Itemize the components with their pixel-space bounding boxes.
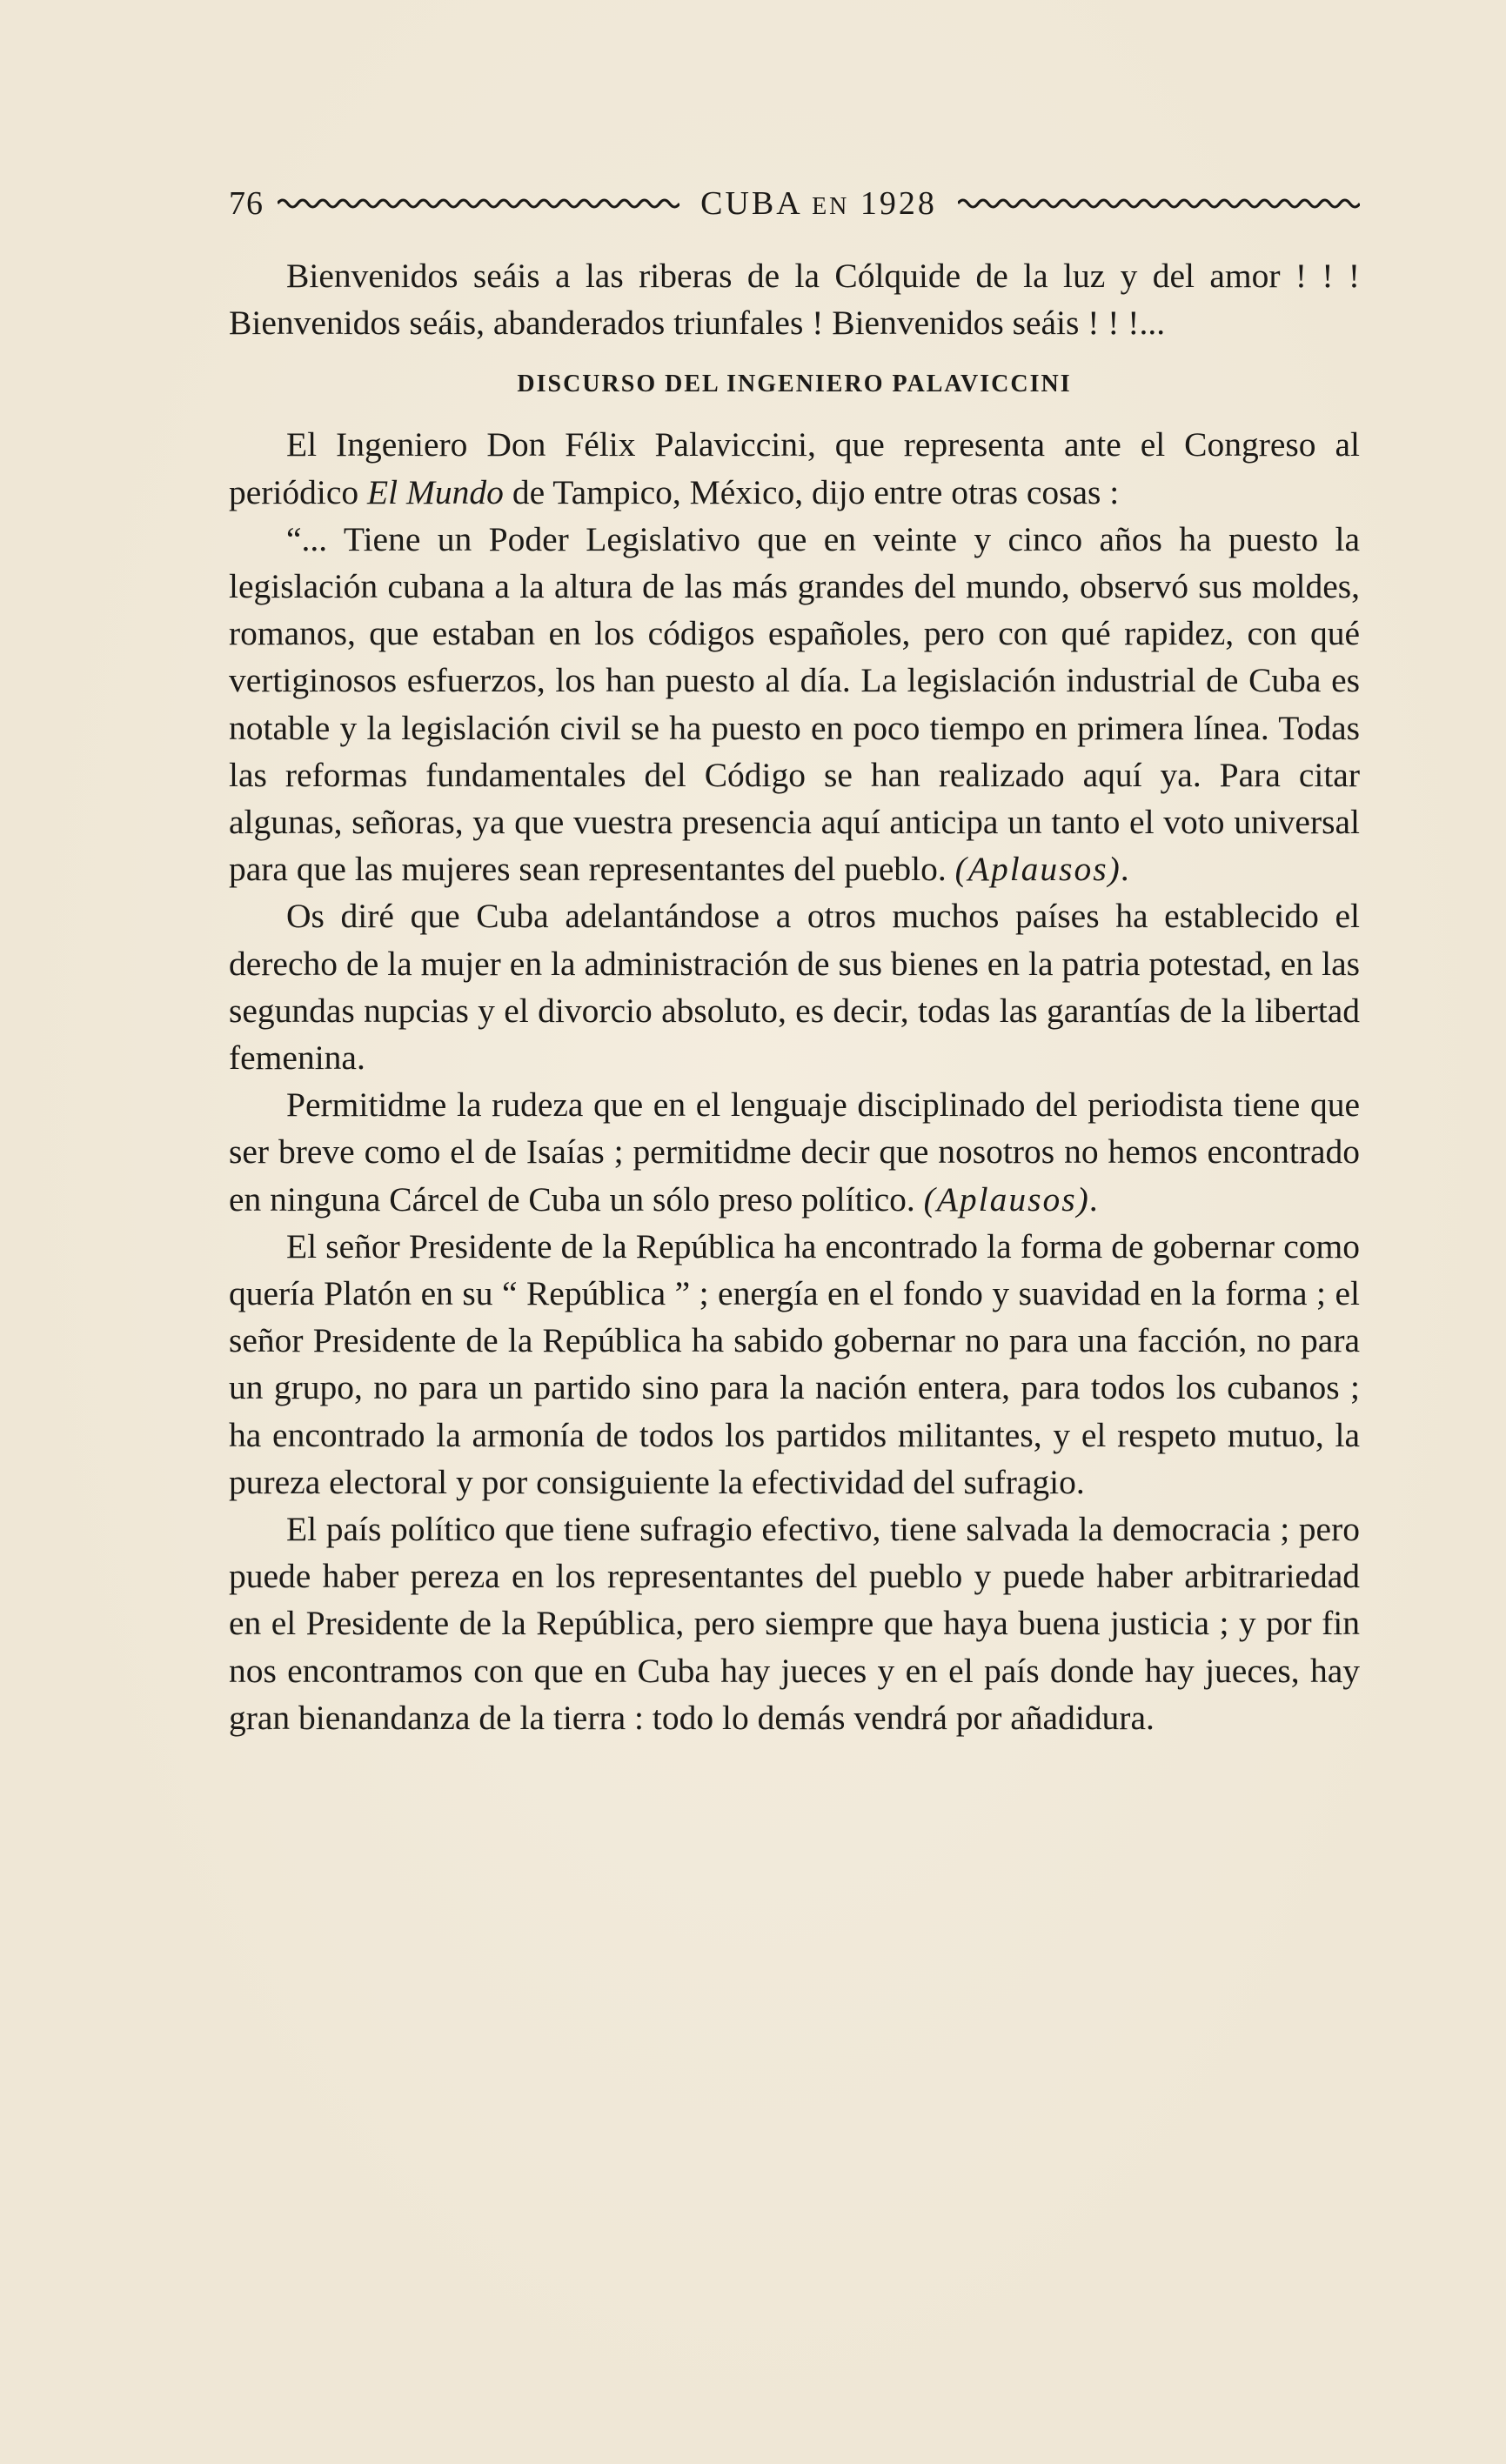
running-title-en: EN (812, 193, 850, 220)
paragraph-legislation-text: “... Tiene un Poder Legislativo que en veinte y cinco años ha puesto la legislación cubana a la altura de las más grandes del mundo, observó sus moldes, romanos, que estaban en los códigos españoles, pero con qué rapidez, con qué vertiginosos esfuerzos, los han puesto al día. La legislación industrial de Cuba es notable y la legislación civil se ha puesto en poco tiempo en primera línea. Todas las reformas fundamentales del Código se han realizado aquí ya. Para citar algunas, señoras, ya que vuestra presencia aquí anticipa un tanto el voto universal para que las mujeres sean representantes del pueblo. (229, 519, 1360, 889)
paragraph-president: El señor Presidente de la República ha encontrado la forma de gobernar como quería Platón en su “ República ” ; energía en el fondo y suavidad en la forma ; el señor Presidente de la República ha sabido gobernar no para una facción, no para un grupo, no para un partido sino para la nación entera, para todos los cubanos ; ha encontrado la armonía de todos los partidos militantes, y el respeto mutuo, la pureza electoral y por consiguiente la efectividad del sufragio. (229, 1226, 1360, 1501)
running-title-year: 1928 (860, 185, 937, 222)
applause-note: (Aplausos). (954, 850, 1132, 889)
newspaper-title: El Mundo (367, 472, 504, 511)
ornament-wave-right (958, 195, 1360, 212)
opening-paragraph: Bienvenidos seáis a las riberas de la Cólquide de la luz y del amor ! ! ! Bienvenidos seáis, abanderados triunfales ! Bienvenidos seáis ! ! !... (229, 257, 1360, 343)
paragraph-intro (229, 421, 1360, 515)
applause-note: (Aplausos). (923, 1179, 1101, 1219)
paragraph-democracy: El país político que tiene sufragio efectivo, tiene salvada la democracia ; pero puede haber pereza en los representantes del pueblo y puede haber arbitrariedad en el Presidente de la República, pero siempre que haya buena justicia ; y por fin nos encontramos con que en Cuba hay jueces y en el país donde hay jueces, hay gran bienandanza de la tierra : todo lo demás vendrá por añadidura. (229, 1510, 1360, 1737)
paragraph-women-rights: Os diré que Cuba adelantándose a otros muchos países ha establecido el derecho de la mujer en la administración de sus bienes en la patria potestad, en las segundas nupcias y el divorcio absoluto, es decir, todas las garantías de la libertad femenina. (229, 897, 1360, 1078)
section-heading: DISCURSO DEL INGENIERO PALAVICCINI (517, 371, 1072, 398)
paragraph-intro-start: El Ingeniero Don Félix Palaviccini, que representa ante el Congreso al periódico (229, 425, 1360, 511)
body-text (229, 252, 1360, 1741)
paragraph-legislation (229, 516, 1360, 893)
running-title (679, 184, 958, 223)
running-head (229, 181, 1360, 226)
running-title-cuba: CUBA (700, 185, 801, 222)
page-number: 76 (229, 185, 264, 222)
ornament-wave-left (278, 195, 679, 212)
paragraph-prisoners-text: Permitidme la rudeza que en el lenguaje disciplinado del periodista tiene que ser breve como el de Isaías ; permitidme decir que nosotros no hemos encontrado en ninguna Cárcel de Cuba un sólo preso político. (229, 1085, 1360, 1219)
paragraph-prisoners (229, 1081, 1360, 1223)
paragraph-intro-end: de Tampico, México, dijo entre otras cosas : (503, 472, 1120, 511)
